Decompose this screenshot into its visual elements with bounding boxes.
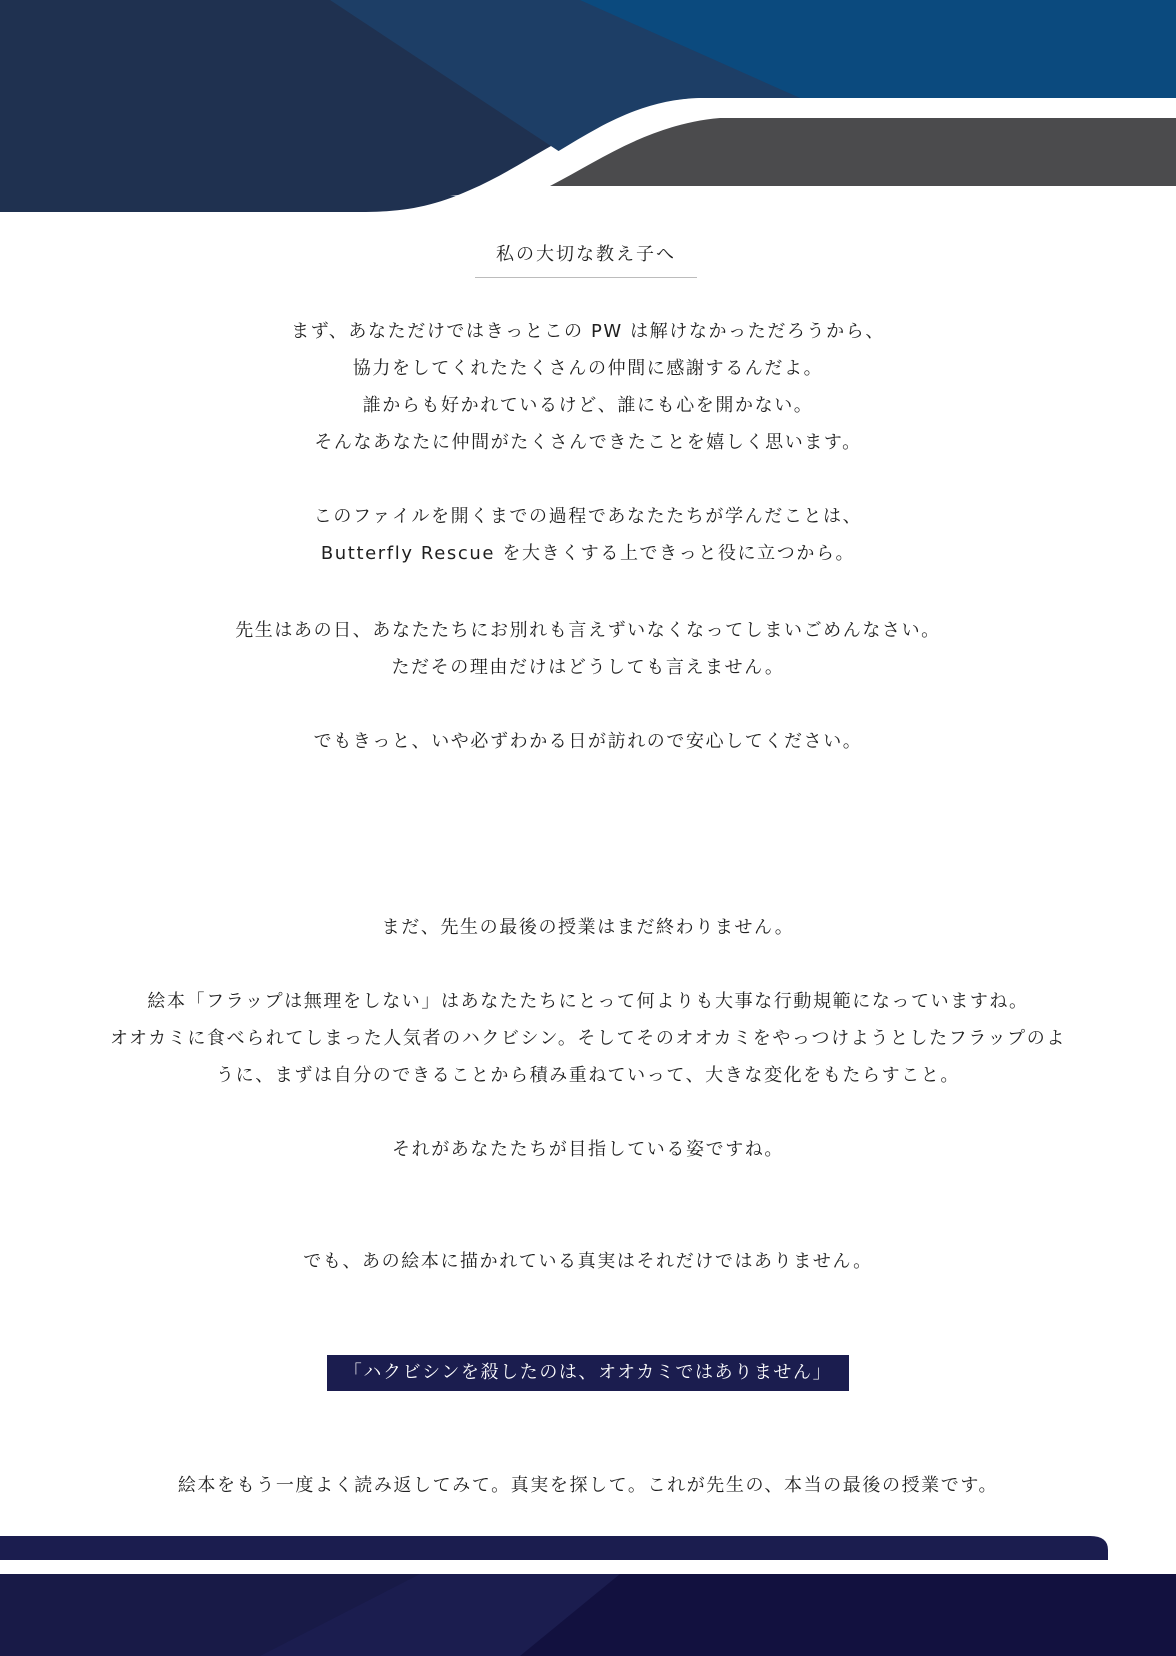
highlight-quote: 「ハクビシンを殺したのは、オオカミではありません」 (327, 1355, 849, 1391)
letter-line: 誰からも好かれているけど、誰にも心を開かない。 (362, 395, 814, 416)
letter-line: 絵本「フラップは無理をしない」はあなたたちにとって何よりも大事な行動規範になっていますね。 (147, 991, 1029, 1012)
letter-line: それがあなたたちが目指している姿ですね。 (392, 1139, 784, 1160)
letter-line: でも、あの絵本に描かれている真実はそれだけではありません。 (303, 1251, 873, 1272)
letter-line: そんなあなたに仲間がたくさんできたことを嬉しく思います。 (314, 432, 862, 453)
letter-line: まず、あなただけではきっとこの PW は解けなかっただろうから、 (291, 321, 885, 342)
letter-line: 協力をしてくれたたくさんの仲間に感謝するんだよ。 (352, 358, 824, 379)
letter-line: オオカミに食べられてしまった人気者のハクビシン。そしてそのオオカミをやっつけようとしたフラップのよ (110, 1028, 1066, 1049)
title-underline (475, 277, 697, 278)
header-decoration (0, 0, 1176, 220)
letter-line: 絵本をもう一度よく読み返してみて。真実を探して。これが先生の、本当の最後の授業です。 (177, 1475, 999, 1496)
footer-shade-right (520, 1574, 1176, 1656)
footer-decoration (0, 1528, 1176, 1656)
letter-line: ただその理由だけはどうしても言えません。 (391, 657, 785, 678)
letter-line: でもきっと、いや必ずわかる日が訪れので安心してください。 (313, 731, 863, 752)
letter-line: まだ、先生の最後の授業はまだ終わりません。 (381, 917, 795, 938)
letter-line: うに、まずは自分のできることから積み重ねていって、大きな変化をもたらすこと。 (216, 1065, 960, 1086)
letter-line: このファイルを開くまでの過程であなたたちが学んだことは、 (313, 506, 863, 527)
letter-title: 私の大切な教え子へ (496, 244, 676, 265)
letter-line: Butterfly Rescue を大きくする上できっと役に立つから。 (320, 543, 856, 564)
letter-line: 先生はあの日、あなたたちにお別れも言えずいなくなってしまいごめんなさい。 (235, 620, 941, 641)
footer-thin-band (0, 1536, 1108, 1560)
